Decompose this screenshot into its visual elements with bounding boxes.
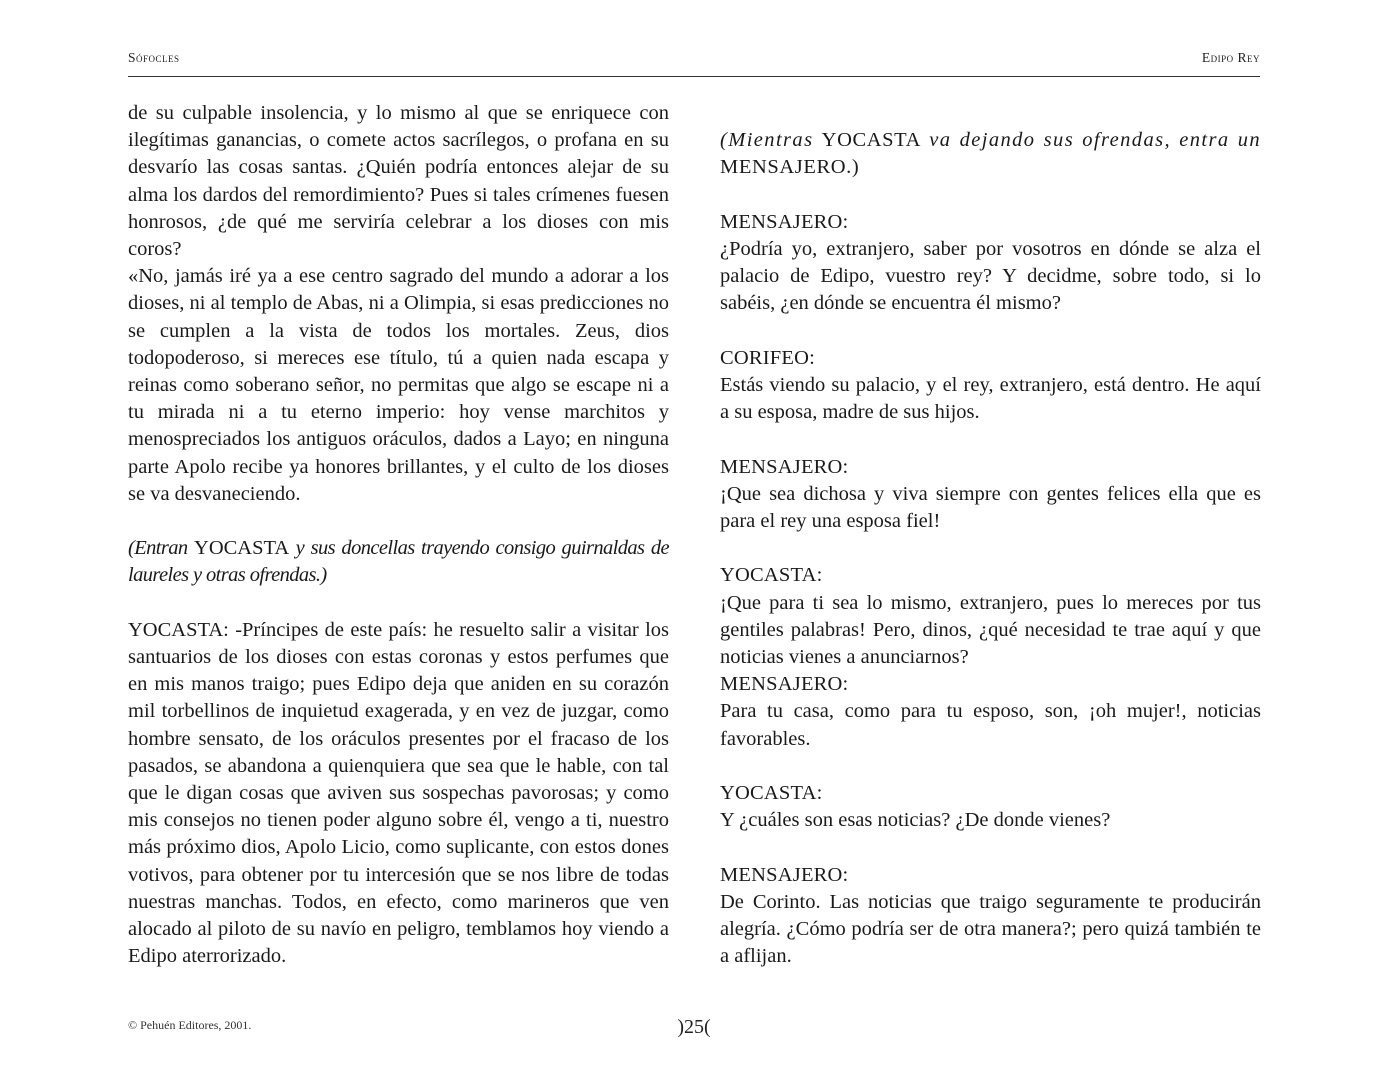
stage-direction-right: (Mientras YOCASTA va dejando sus ofrendas, entra un MENSAJERO.) (720, 129, 1261, 179)
dialogue-line: Para tu casa, como para tu esposo, son, ¡oh mujer!, noticias favorables. (720, 700, 1261, 750)
page-number: )25( (677, 1016, 711, 1038)
yocasta-speech: YOCASTA: -Príncipes de este país: he resuelto salir a visitar los santuarios de los dioses con estas coronas y estos perfumes que en mis manos traigo; pues Edipo deja que aniden en su corazón mil torbellinos de inquietud exagerada, y en vez de juzgar, como hombre sensato, de los oráculos presentes por el fracaso de los pasados, se abandona a quienquiera que sea que le hable, con tal que le digan cosas que aviven sus sospechas pavorosas; y como mis consejos no tienen poder alguno sobre él, vengo a ti, nuestro más próximo dios, Apolo Licio, como suplicante, con estos dones votivos, para obtener por tu intercesión que se nos libre de todas nuestras manchas. Todos, en efecto, como marineros que ven alocado al piloto de su navío en peligro, temblamos hoy viendo a Edipo aterrorizado. (128, 618, 669, 968)
dialogue-line: De Corinto. Las noticias que traigo seguramente te producirán alegría. ¿Cómo podría ser de otra manera?; pero quizá también te a aflijan. (720, 890, 1261, 968)
stage-direction-left: (Entran YOCASTA y sus doncellas trayendo consigo guirnaldas de laureles y otras ofrendas.) (128, 537, 669, 587)
speaker-label: MENSAJERO: (720, 455, 849, 478)
speaker-label: MENSAJERO: (720, 863, 849, 886)
dialogue-line: Estás viendo su palacio, y el rey, extranjero, está dentro. He aquí a su esposa, madre de sus hijos. (720, 373, 1261, 424)
copyright-notice: © Pehuén Editores, 2001. (128, 1018, 252, 1032)
speaker-label: YOCASTA: (720, 781, 823, 804)
speaker-label: YOCASTA: (720, 564, 823, 587)
paragraph-2: «No, jamás iré ya a ese centro sagrado del mundo a adorar a los dioses, ni al templo de Abas, ni a Olimpia, si esas predicciones no se cumplen a la vista de todos los mortales. Zeus, dios todopoderoso, si mereces ese título, tú a quien nada escapa y reinas como soberano señor, no permitas que algo se escape ni a tu mirada ni a tu eterno imperio: hoy vense marchitos y menospreciados los antiguos oráculos, dados a Layo; en ninguna parte Apolo recibe ya honores brillantes, y el culto de los dioses se va desvaneciendo. (128, 265, 669, 505)
header-title: Edipo Rey (1201, 50, 1260, 65)
dialogue-line: ¡Que sea dichosa y viva siempre con gentes felices ella que es para el rey una esposa fiel! (720, 482, 1261, 532)
speaker-label: CORIFEO: (720, 346, 816, 369)
stage-character-name: YOCASTA (194, 537, 290, 560)
dialogue-line: ¡Que para ti sea lo mismo, extranjero, pues lo mereces por tus gentiles palabras! Pero, dinos, ¿qué necesidad te trae aquí y que noticias vienes a anunciarnos? (720, 591, 1261, 668)
right-column (720, 100, 1261, 970)
header-author: Sófocles (128, 50, 180, 65)
stage-character-name: YOCASTA (821, 129, 922, 152)
left-column (128, 100, 669, 970)
dialogue-line: Y ¿cuáles son esas noticias? ¿De donde vienes? (720, 809, 1111, 832)
paragraph-1: de su culpable insolencia, y lo mismo al que se enriquece con ilegítimas ganancias, o comete actos sacrílegos, o profana en su desvarío las cosas santas. ¿Quién podría entonces alejar de su alma los dardos del remordimiento? Pues si tales crímenes fuesen honrosos, ¿de qué me serviría celebrar a los dioses con mis coros? (128, 102, 669, 261)
dialogue-line: ¿Podría yo, extranjero, saber por vosotros en dónde se alza el palacio de Edipo, vuestro rey? Y decidme, sobre todo, si lo sabéis, ¿en dónde se encuentra él mismo? (720, 237, 1261, 315)
running-header (128, 50, 1260, 77)
stage-character-name: MENSAJERO. (720, 156, 852, 179)
speaker-label: MENSAJERO: (720, 210, 849, 233)
speaker-label: MENSAJERO: (720, 673, 849, 696)
